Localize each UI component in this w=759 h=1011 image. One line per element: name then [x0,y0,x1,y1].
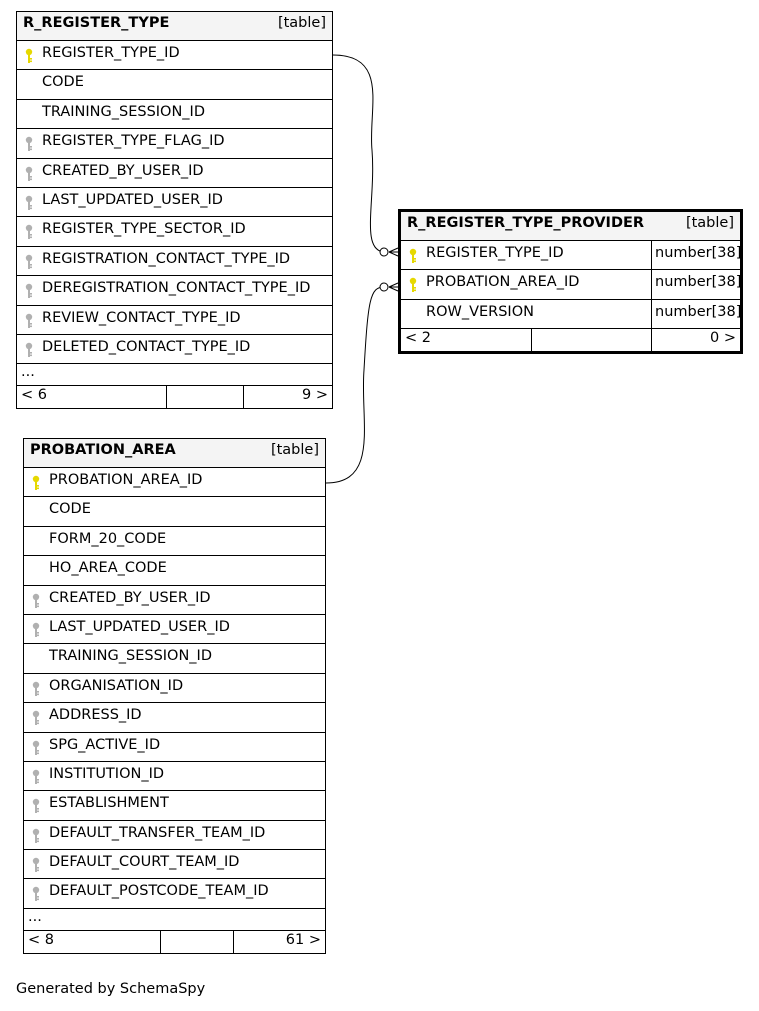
child-count[interactable]: 0 > [710,330,736,347]
primary-key-icon [32,475,40,491]
parent-count[interactable]: < 8 [28,931,54,948]
table-name: R_REGISTER_TYPE_PROVIDER [407,215,645,231]
column-name: CREATED_BY_USER_ID [49,589,211,606]
column-name: DEREGISTRATION_CONTACT_TYPE_ID [42,280,311,297]
column-row[interactable] [24,586,325,615]
column-type-cell [651,270,740,298]
column-name: CREATED_BY_USER_ID [42,162,204,179]
column-name: REGISTRATION_CONTACT_TYPE_ID [42,250,291,267]
column-name: ADDRESS_ID [49,707,142,724]
column-row[interactable] [17,41,332,70]
table-kind: [table] [270,442,319,458]
column-name: REGISTER_TYPE_FLAG_ID [42,133,225,150]
column-row[interactable] [17,217,332,246]
foreign-key-icon [32,740,40,756]
column-row[interactable] [24,468,325,497]
column-name: DEFAULT_POSTCODE_TEAM_ID [49,883,269,900]
column-row[interactable] [17,247,332,276]
column-row[interactable] [24,497,325,526]
column-row[interactable] [24,644,325,673]
column-name: DELETED_CONTACT_TYPE_ID [42,338,251,355]
child-count[interactable]: 61 > [285,931,321,948]
foreign-key-icon [32,710,40,726]
column-row[interactable] [24,556,325,585]
column-list [24,468,325,909]
link-probation-area-to-provider [326,287,384,483]
table-name: PROBATION_AREA [30,442,176,458]
column-name: HO_AREA_CODE [49,560,167,577]
column-row[interactable] [24,879,325,908]
column-name: REGISTER_TYPE_SECTOR_ID [42,221,246,238]
column-name: ORGANISATION_ID [49,677,184,694]
column-row[interactable] [17,276,332,305]
column-type-cell [651,241,740,269]
column-type-cell [651,300,740,328]
table-kind: [table] [685,215,734,231]
column-name: PROBATION_AREA_ID [49,472,203,488]
table-r-register-type-provider[interactable] [398,209,743,354]
column-name: TRAINING_SESSION_ID [42,103,205,120]
foreign-key-icon [25,166,33,182]
column-row[interactable] [24,615,325,644]
table-kind: [table] [277,15,326,31]
column-row[interactable] [24,762,325,791]
foreign-key-icon [25,342,33,358]
primary-key-icon [409,277,417,293]
column-name: ESTABLISHMENT [49,795,169,812]
column-name: LAST_UPDATED_USER_ID [49,618,230,635]
column-name: REGISTER_TYPE_ID [426,245,564,261]
column-name: CODE [42,74,84,91]
column-row[interactable] [401,270,740,299]
column-row[interactable] [24,733,325,762]
column-name: ROW_VERSION [426,303,534,320]
foreign-key-icon [32,857,40,873]
primary-key-icon [25,48,33,64]
foreign-key-icon [25,224,33,240]
column-row[interactable] [24,791,325,820]
table-probation-area[interactable] [23,438,326,954]
column-name: REGISTER_TYPE_ID [42,45,180,61]
foreign-key-icon [25,283,33,299]
parent-count[interactable]: < 2 [405,330,431,347]
table-header [24,439,325,468]
table-header [17,12,332,41]
column-row[interactable] [17,70,332,99]
column-name: INSTITUTION_ID [49,765,165,782]
table-header [401,212,740,241]
column-type: number[38] [655,274,742,291]
column-name: DEFAULT_COURT_TEAM_ID [49,854,240,871]
foreign-key-icon [32,622,40,638]
foreign-key-icon [32,681,40,697]
table-r-register-type[interactable] [16,11,333,409]
foreign-key-icon [32,593,40,609]
table-name: R_REGISTER_TYPE [23,15,170,31]
column-row[interactable] [17,306,332,335]
column-name: DEFAULT_TRANSFER_TEAM_ID [49,824,266,841]
column-row[interactable] [401,300,740,329]
link-probation-area-end-marker [380,283,388,291]
column-row[interactable] [24,850,325,879]
foreign-key-icon [32,769,40,785]
column-name: REVIEW_CONTACT_TYPE_ID [42,309,241,326]
parent-count[interactable]: < 6 [21,387,47,404]
more-columns-ellipsis: ... [17,364,332,386]
column-name: TRAINING_SESSION_ID [49,648,212,665]
column-row[interactable] [17,188,332,217]
column-list [17,41,332,364]
column-list [401,241,740,329]
foreign-key-icon [32,828,40,844]
foreign-key-icon [25,313,33,329]
column-row[interactable] [24,674,325,703]
foreign-key-icon [25,195,33,211]
column-type: number[38] [655,245,742,261]
primary-key-icon [409,248,417,264]
foreign-key-icon [25,136,33,152]
foreign-key-icon [25,254,33,270]
more-columns-ellipsis: ... [24,909,325,931]
table-footer [401,329,740,351]
column-row[interactable] [17,335,332,364]
column-row[interactable] [17,159,332,188]
schemaspy-credit: Generated by SchemaSpy [16,981,206,997]
foreign-key-icon [32,886,40,902]
column-name: LAST_UPDATED_USER_ID [42,191,223,208]
link-register-type-to-provider [333,55,384,252]
table-footer [17,386,332,408]
column-type: number[38] [655,303,742,320]
foreign-key-icon [32,798,40,814]
link-register-type-end-marker [380,248,388,256]
column-row[interactable] [24,527,325,556]
column-row[interactable] [401,241,740,270]
column-row[interactable] [24,821,325,850]
column-name: CODE [49,501,91,518]
column-row[interactable] [17,129,332,158]
column-name: SPG_ACTIVE_ID [49,736,161,753]
column-name: PROBATION_AREA_ID [426,274,580,291]
column-name: FORM_20_CODE [49,530,167,547]
column-row[interactable] [17,100,332,129]
column-row[interactable] [24,703,325,732]
table-footer [24,931,325,953]
child-count[interactable]: 9 > [302,387,328,404]
